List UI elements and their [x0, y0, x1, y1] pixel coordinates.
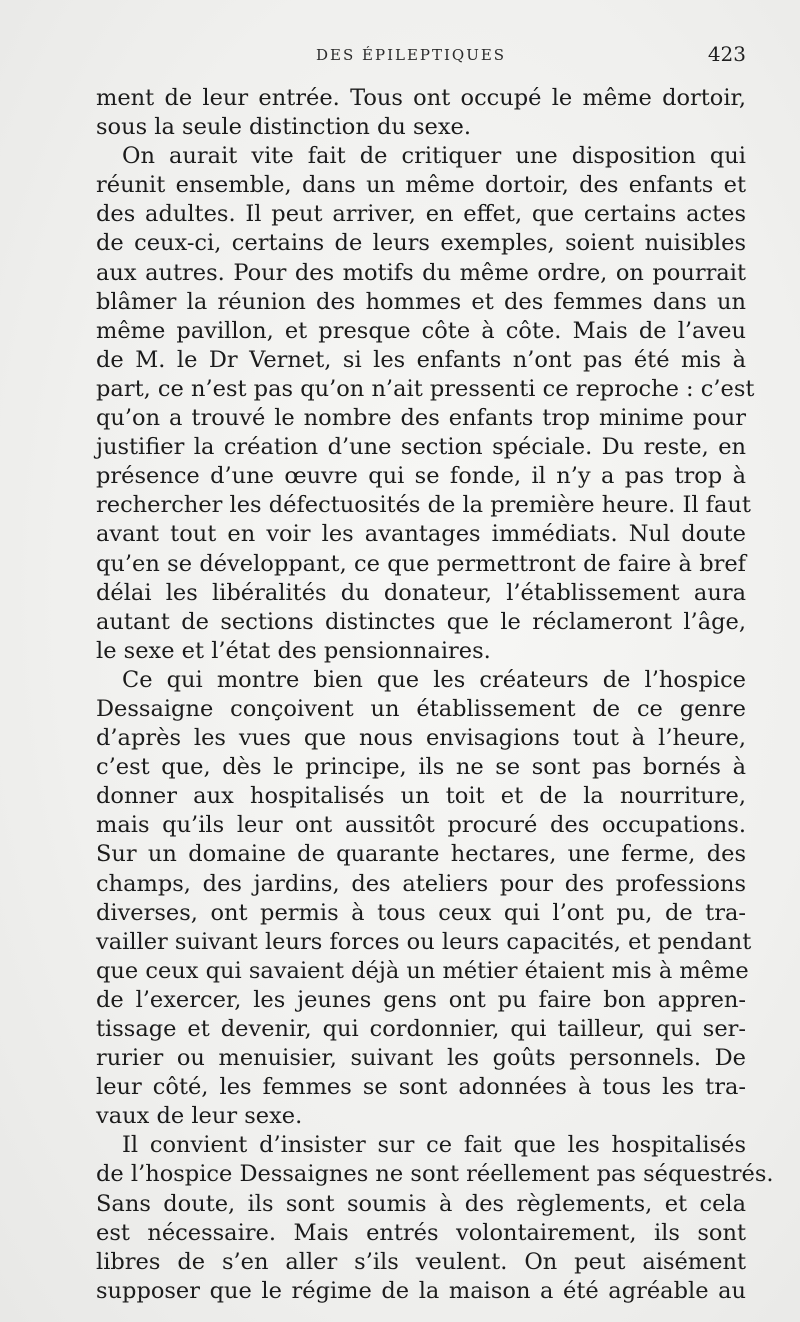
text-line: de l’exercer, les jeunes gens ont pu faire bon appren-	[96, 986, 746, 1013]
text-line: Il convient d’insister sur ce fait que les hospitalisés	[122, 1132, 746, 1159]
text-line: est nécessaire. Mais entrés volontairement, ils sont	[96, 1219, 746, 1246]
text-line: tissage et devenir, qui cordonnier, qui tailleur, qui ser-	[96, 1016, 746, 1042]
text-line: d’après les vues que nous envisagions tout à l’heure,	[96, 725, 746, 752]
text-line: mais qu’ils leur ont aussitôt procuré des occupations.	[96, 812, 746, 839]
text-line: que ceux qui savaient déjà un métier étaient mis à même	[96, 957, 749, 984]
text-line: qu’en se développant, ce que permettront de faire à bref	[96, 550, 746, 577]
text-line: Dessaigne conçoivent un établissement de ce genre	[96, 695, 746, 722]
text-line: présence d’une œuvre qui se fonde, il n’y a pas trop à	[96, 463, 746, 490]
text-line: délai les libéralités du donateur, l’établissement aura	[96, 579, 746, 606]
text-line: le sexe et l’état des pensionnaires.	[96, 637, 491, 664]
text-line: On aurait vite fait de critiquer une disposition qui	[122, 143, 746, 170]
text-line: champs, des jardins, des ateliers pour des professions	[96, 870, 746, 897]
text-line: rurier ou menuisier, suivant les goûts personnels. De	[96, 1045, 746, 1072]
text-line: avant tout en voir les avantages immédiats. Nul doute	[96, 521, 746, 548]
text-line: ment de leur entrée. Tous ont occupé le même dortoir,	[96, 85, 746, 111]
text-line: réunit ensemble, dans un même dortoir, des enfants et	[96, 172, 746, 199]
text-line: blâmer la réunion des hommes et des femmes dans un	[96, 288, 746, 315]
text-line: qu’on a trouvé le nombre des enfants trop minime pour	[96, 405, 746, 432]
text-line: de ceux-ci, certains de leurs exemples, soient nuisibles	[96, 230, 746, 257]
text-line: de M. le Dr Vernet, si les enfants n’ont pas été mis à	[96, 346, 746, 373]
text-line: autant de sections distinctes que le réclameront l’âge,	[96, 608, 746, 635]
text-line: part, ce n’est pas qu’on n’ait pressenti ce reproche : c’est	[96, 375, 755, 402]
text-line: Sur un domaine de quarante hectares, une ferme, des	[96, 841, 746, 868]
text-line: vailler suivant leurs forces ou leurs capacités, et pendant	[96, 928, 752, 955]
text-line: de l’hospice Dessaignes ne sont réellement pas séquestrés.	[96, 1161, 774, 1188]
text-line: rechercher les défectuosités de la première heure. Il faut	[96, 492, 751, 519]
text-line: sous la seule distinction du sexe.	[96, 114, 472, 141]
text-line: aux autres. Pour des motifs du même ordre, on pourrait	[96, 259, 746, 286]
text-line: vaux de leur sexe.	[96, 1103, 303, 1130]
page-number: 423	[707, 42, 746, 66]
text-line: Ce qui montre bien que les créateurs de l’hospice	[122, 666, 746, 693]
text-line: même pavillon, et presque côte à côte. Mais de l’aveu	[96, 317, 746, 344]
text-line: Sans doute, ils sont soumis à des règlements, et cela	[96, 1190, 746, 1217]
running-head	[96, 40, 746, 70]
text-line: des adultes. Il peut arriver, en effet, que certains actes	[96, 201, 746, 228]
text-line: supposer que le régime de la maison a été agréable au	[96, 1277, 746, 1304]
text-line: donner aux hospitalisés un toit et de la nourriture,	[96, 783, 746, 810]
text-line: diverses, ont permis à tous ceux qui l’ont pu, de tra-	[96, 899, 746, 926]
running-title: DES ÉPILEPTIQUES	[316, 46, 507, 64]
text-line: libres de s’en aller s’ils veulent. On peut aisément	[96, 1248, 746, 1275]
text-line: justifier la création d’une section spéciale. Du reste, en	[96, 434, 746, 461]
text-line: leur côté, les femmes se sont adonnées à tous les tra-	[96, 1074, 746, 1101]
body-text	[96, 84, 774, 1306]
text-line: c’est que, dès le principe, ils ne se sont pas bornés à	[96, 754, 746, 781]
